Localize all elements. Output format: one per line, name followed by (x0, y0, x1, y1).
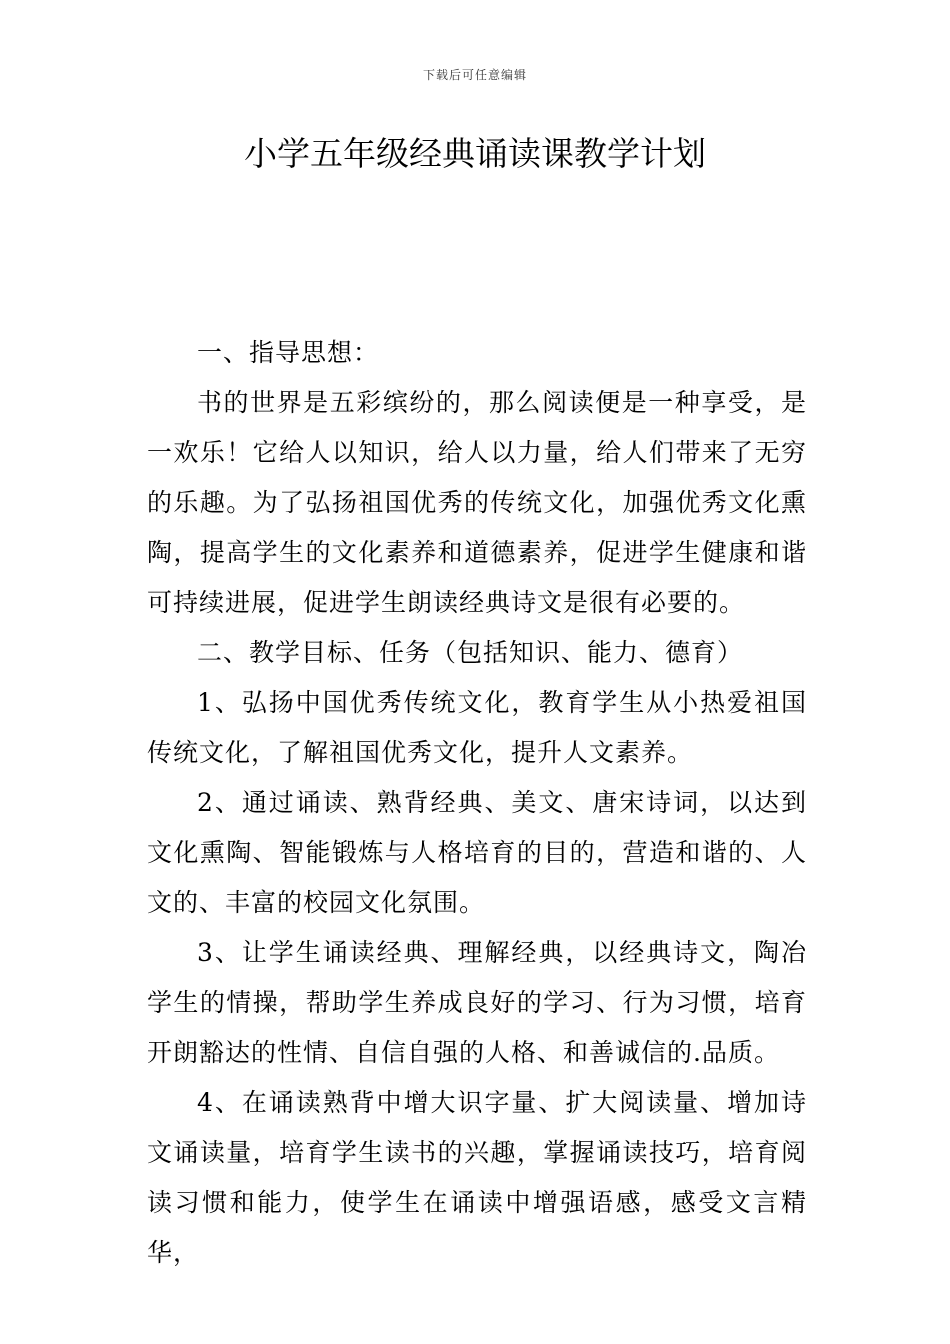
list-item: 4、在诵读熟背中增大识字量、扩大阅读量、增加诗文诵读量，培育学生读书的兴趣，掌握诵读技巧，培育阅读习惯和能力，使学生在诵读中增强语感，感受文言精华， (147, 1088, 807, 1267)
list-item: 1、弘扬中国优秀传统文化，教育学生从小热爱祖国传统文化，了解祖国优秀文化，提升人文素养。 (147, 688, 807, 767)
section-heading-teaching-goals: 二、教学目标、任务（包括知识、能力、德育） (197, 638, 744, 667)
list-item: 2、通过诵读、熟背经典、美文、唐宋诗词，以达到文化熏陶、智能锻炼与人格培育的目的，营造和谐的、人文的、丰富的校园文化氛围。 (147, 788, 807, 917)
list-item: 3、让学生诵读经典、理解经典，以经典诗文，陶冶学生的情操，帮助学生养成良好的学习、行为习惯，培育开朗豁达的性情、自信自强的人格、和善诚信的.品质。 (147, 938, 807, 1067)
document-title: 小学五年级经典诵读课教学计划 (244, 134, 706, 173)
document-body (147, 328, 807, 1278)
header-note: 下载后可任意编辑 (422, 68, 527, 82)
paragraph: 书的世界是五彩缤纷的，那么阅读便是一种享受，是一欢乐！它给人以知识，给人以力量，给人们带来了无穷的乐趣。为了弘扬祖国优秀的传统文化，加强优秀文化熏陶，提高学生的文化素养和道德素养，促进学生健康和谐可持续进展，促进学生朗读经典诗文是很有必要的。 (147, 388, 807, 617)
section-heading-guiding-ideology: 一、指导思想： (197, 338, 380, 367)
